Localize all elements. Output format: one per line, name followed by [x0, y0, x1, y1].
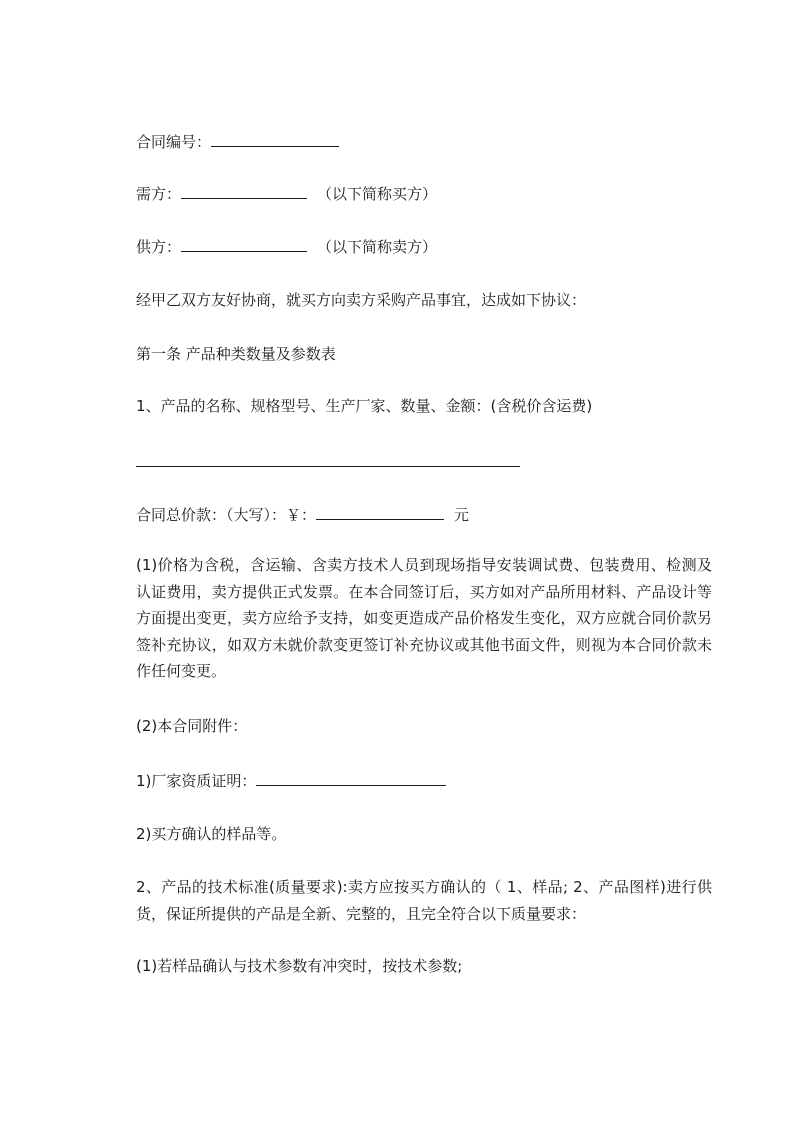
- clause-2-text: (2)本合同附件：: [136, 717, 248, 735]
- attachment-2-text: 2)买方确认的样品等。: [136, 825, 287, 843]
- contract-number-label: 合同编号：: [136, 133, 212, 151]
- attachment-1-line: [136, 771, 446, 791]
- item-1-text: 1、产品的名称、规格型号、生产厂家、数量、金额：(含税价含运费): [136, 397, 593, 415]
- attachment-1-label: 1)厂家资质证明：: [136, 772, 257, 790]
- requirement-1-text: (1)若样品确认与技术参数有冲突时，按技术参数;: [136, 957, 463, 975]
- seller-line: [136, 237, 437, 257]
- seller-label: 供方：: [136, 238, 182, 256]
- attachment-1-blank[interactable]: [256, 771, 446, 786]
- total-price-unit: 元: [454, 506, 470, 524]
- total-price-blank[interactable]: [316, 505, 444, 520]
- product-table-blank[interactable]: [136, 452, 520, 467]
- clause-1-paragraph: (1)价格为含税，含运输、含卖方技术人员到现场指导安装调试费、包装费用、检测及认证费用，卖方提供正式发票。在本合同签订后，买方如对产品所用材料、产品设计等方面提出变更，卖方应给予支持，如变更造成产品价格发生变化，双方应就合同价款另签补充协议，如双方未就价款变更签订补充协议或其他书面文件，则视为本合同价款未作任何变更。: [136, 556, 712, 680]
- total-price-label: 合同总价款：（大写）：￥：: [136, 506, 317, 524]
- buyer-label: 需方：: [136, 185, 182, 203]
- contract-number-line: [136, 132, 339, 152]
- product-table-blank-line: [136, 452, 520, 472]
- intro-text: 经甲乙双方友好协商，就买方向卖方采购产品事宜，达成如下协议：: [136, 291, 587, 309]
- seller-blank[interactable]: [181, 237, 307, 252]
- seller-note: （以下简称卖方）: [317, 238, 438, 256]
- article-1-title: 第一条 产品种类数量及参数表: [136, 345, 336, 363]
- buyer-note: （以下简称买方）: [317, 185, 438, 203]
- buyer-line: [136, 184, 437, 204]
- buyer-blank[interactable]: [181, 184, 307, 199]
- total-price-line: [136, 505, 469, 525]
- item-2-paragraph: 2、产品的技术标准(质量要求):卖方应按买方确认的（ 1、样品; 2、产品图样)进行供货，保证所提供的产品是全新、完整的，且完全符合以下质量要求：: [136, 878, 712, 923]
- contract-number-blank[interactable]: [211, 132, 339, 147]
